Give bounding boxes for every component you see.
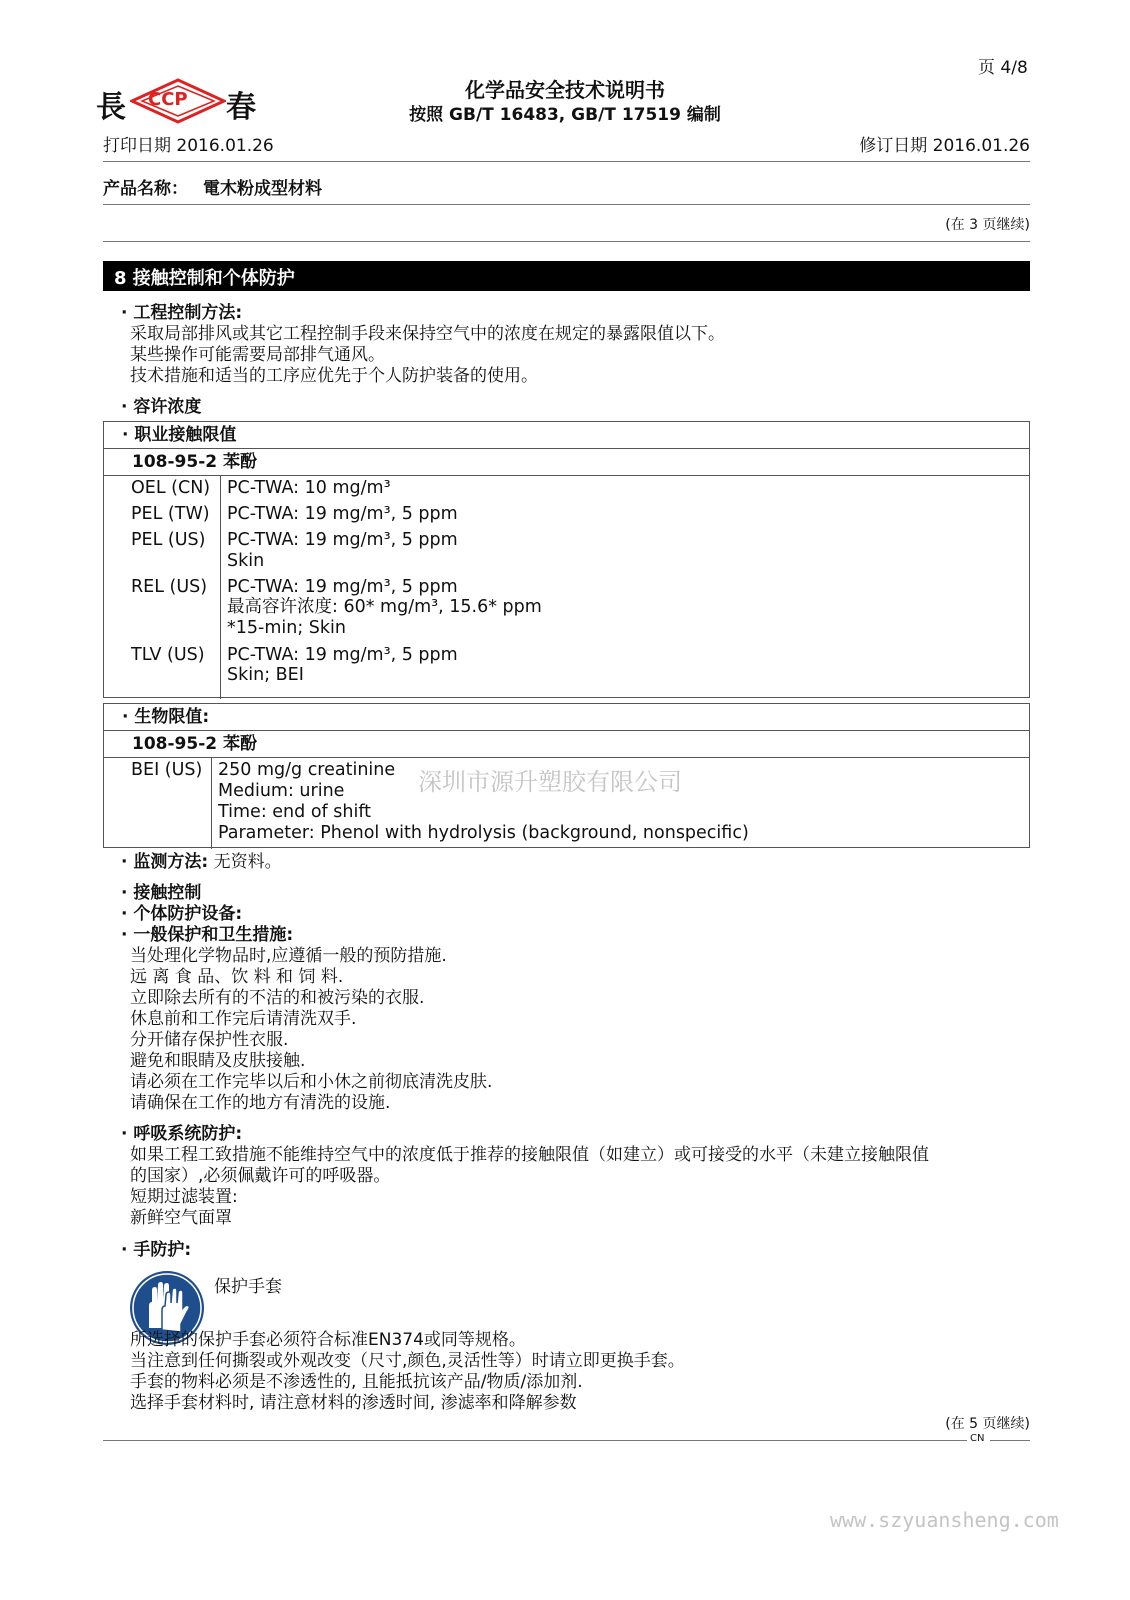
- oel-row-label: OEL (CN): [131, 478, 211, 498]
- bio-row-value: 250 mg/g creatinine: [218, 760, 396, 780]
- divider: [103, 241, 1030, 242]
- print-date: 打印日期 2016.01.26: [103, 136, 274, 156]
- revision-date: 修订日期 2016.01.26: [859, 136, 1030, 156]
- section-header: [103, 261, 1030, 291]
- general-line: 当处理化学物品时,应遵循一般的预防措施.: [130, 946, 447, 966]
- hand-line: 所选择的保护手套必须符合标准EN374或同等规格。: [130, 1330, 526, 1350]
- oel-row-value: PC-TWA: 10 mg/m³: [227, 478, 391, 498]
- oel-row-value: Skin; BEI: [227, 665, 304, 685]
- bio-substance: 108-95-2 苯酚: [104, 731, 1029, 758]
- general-line: 请必须在工作完毕以后和小休之前彻底清洗皮肤.: [130, 1072, 493, 1092]
- website-watermark: www.szyuansheng.com: [830, 1508, 1059, 1532]
- respiratory-heading: · 呼吸系统防护:: [121, 1124, 242, 1144]
- oel-row-value: PC-TWA: 19 mg/m³, 5 ppm: [227, 577, 458, 597]
- engineering-heading: · 工程控制方法:: [121, 303, 242, 323]
- oel-row-value: PC-TWA: 19 mg/m³, 5 ppm: [227, 504, 458, 524]
- continued-from: (在 3 页继续): [945, 217, 1030, 233]
- gloves-icon-label: 保护手套: [214, 1277, 282, 1297]
- general-line: 分开储存保护性衣服.: [130, 1030, 289, 1050]
- column-divider: [211, 758, 212, 849]
- oel-table: [103, 421, 1030, 698]
- divider: [103, 161, 1030, 162]
- oel-row-value: 最高容许浓度: 60* mg/m³, 15.6* ppm: [227, 597, 542, 617]
- respiratory-line: 新鲜空气面罩: [130, 1208, 232, 1228]
- logo-right-char: 春: [226, 90, 256, 125]
- continued-to: (在 5 页继续): [945, 1416, 1030, 1432]
- oel-row-label: PEL (TW): [131, 504, 210, 524]
- oel-rows: [104, 476, 1029, 699]
- oel-row-label: TLV (US): [131, 645, 205, 665]
- product-name: 電木粉成型材料: [203, 179, 322, 199]
- respiratory-line: 如果工程工致措施不能维持空气中的浓度低于推荐的接触限值（如建立）或可接受的水平（未建立接触限值: [130, 1145, 929, 1165]
- bio-row-value: Medium: urine: [218, 781, 345, 801]
- general-heading: · 一般保护和卫生措施:: [121, 925, 293, 945]
- hand-line: 当注意到任何撕裂或外观改变（尺寸,颜色,灵活性等）时请立即更换手套。: [130, 1351, 685, 1371]
- oel-row-label: REL (US): [131, 577, 208, 597]
- hand-line: 手套的物料必须是不渗透性的, 且能抵抗该产品/物质/添加剂.: [130, 1372, 583, 1392]
- oel-row-value: PC-TWA: 19 mg/m³, 5 ppm: [227, 645, 458, 665]
- bio-row-label: BEI (US): [131, 760, 203, 780]
- general-line: 避免和眼睛及皮肤接触.: [130, 1051, 306, 1071]
- divider: [103, 204, 1030, 205]
- logo-ccp-text: CCP: [148, 89, 188, 110]
- general-line: 立即除去所有的不洁的和被污染的衣服.: [130, 988, 425, 1008]
- ppe-heading: · 个体防护设备:: [121, 904, 242, 924]
- respiratory-line: 短期过滤装置:: [130, 1187, 238, 1207]
- general-line: 休息前和工作完后请清洗双手.: [130, 1009, 357, 1029]
- allowable-heading: · 容许浓度: [121, 397, 201, 417]
- monitoring-text: 无资料。: [213, 852, 282, 872]
- bio-table-heading: · 生物限值:: [104, 704, 1029, 731]
- footer-divider: [990, 1440, 1030, 1441]
- oel-row-value: PC-TWA: 19 mg/m³, 5 ppm: [227, 530, 458, 550]
- bio-row-value: Parameter: Phenol with hydrolysis (background, nonspecific): [218, 823, 749, 843]
- logo-left-char: 長: [96, 90, 126, 125]
- respiratory-line: 的国家）,必须佩戴许可的呼吸器。: [130, 1166, 391, 1186]
- hand-heading: · 手防护:: [121, 1240, 191, 1260]
- oel-row-label: PEL (US): [131, 530, 206, 550]
- page-number: 页 4/8: [978, 58, 1028, 78]
- general-line: 远 离 食 品、饮 料 和 饲 料.: [130, 967, 344, 987]
- oel-substance: 108-95-2 苯酚: [104, 449, 1029, 476]
- hand-line: 选择手套材料时, 请注意材料的渗透时间, 渗滤率和降解参数: [130, 1393, 577, 1413]
- column-divider: [220, 476, 221, 699]
- language-code: CN: [970, 1433, 985, 1444]
- footer-divider: [103, 1440, 967, 1441]
- general-line: 请确保在工作的地方有清洗的设施.: [130, 1093, 391, 1113]
- watermark-company: 深圳市源升塑胶有限公司: [418, 768, 682, 796]
- document-subtitle: 按照 GB/T 16483, GB/T 17519 编制: [409, 105, 721, 125]
- oel-row-value: Skin: [227, 551, 265, 571]
- exposure-heading: · 接触控制: [121, 883, 201, 903]
- oel-table-heading: · 职业接触限值: [104, 422, 1029, 449]
- oel-row-value: *15-min; Skin: [227, 618, 346, 638]
- monitoring-heading: · 监测方法:: [121, 852, 208, 872]
- engineering-line: 某些操作可能需要局部排气通风。: [130, 345, 385, 365]
- engineering-line: 采取局部排风或其它工程控制手段来保持空气中的浓度在规定的暴露限值以下。: [130, 324, 725, 344]
- section-title: 8 接触控制和个体防护: [114, 268, 295, 289]
- document-title: 化学品安全技术说明书: [465, 78, 665, 102]
- product-label: 产品名称：: [103, 179, 188, 199]
- engineering-line: 技术措施和适当的工序应优先于个人防护装备的使用。: [130, 366, 538, 386]
- monitoring: [121, 852, 282, 872]
- bio-row-value: Time: end of shift: [218, 802, 372, 822]
